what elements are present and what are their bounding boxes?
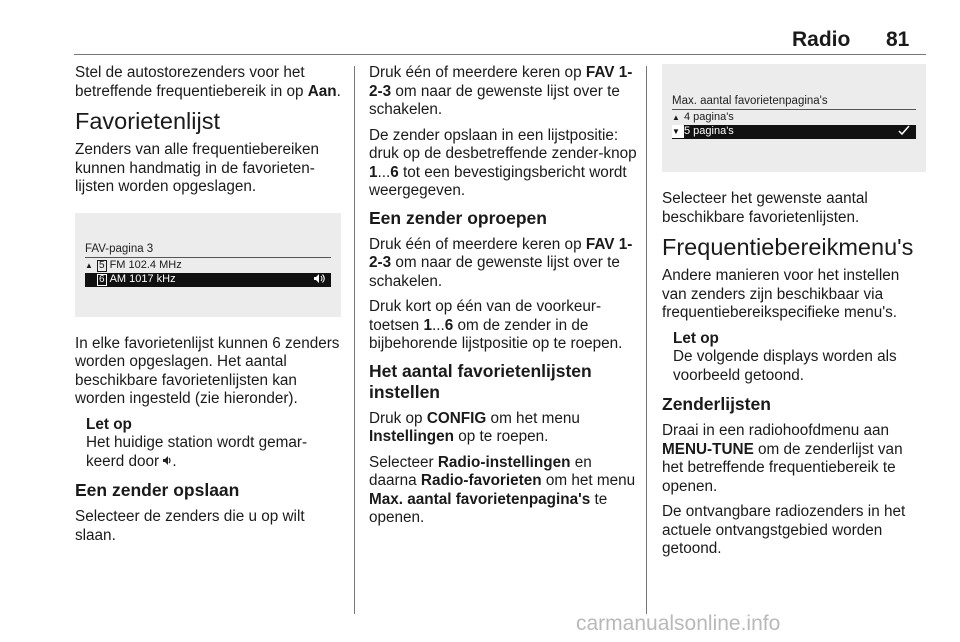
heading-frequentiebereikmenus: Frequentiebereikmenu's <box>662 234 914 260</box>
page-number: 81 <box>886 28 910 51</box>
display-row-5-pages-selected: ▼ 5 pagina's <box>672 125 916 139</box>
fav-button-paragraph: Druk één of meerdere keren op FAV 1-2-3 om naar de gewenste lijst over te schakelen. <box>369 64 633 118</box>
receivable-stations-paragraph: De ontvangbare radiozenders in het actuele ontvangstgebied worden getoond. <box>662 503 906 557</box>
note-box: Let op Het huidige station wordt gemar-keerd door . <box>75 416 345 472</box>
display-title: Max. aantal favorietenpagina's <box>672 95 828 107</box>
column-divider-1 <box>354 66 355 614</box>
select-count-paragraph: Selecteer het gewenste aantal beschikbare favorietenlijsten. <box>662 190 868 226</box>
heading-zenderlijsten: Zenderlijsten <box>662 394 771 414</box>
note-title: Let op <box>673 329 719 347</box>
intro-paragraph: Stel de autostorezenders voor het betreffende frequentiebereik in op Aan. <box>75 64 341 100</box>
column-3 <box>662 64 928 566</box>
save-paragraph: Selecteer de zenders die u op wilt slaan. <box>75 508 305 544</box>
favlist-paragraph: Zenders van alle frequentiebereiken kunnen handmatig in de favorieten-lijsten worden opgeslagen. <box>75 141 320 195</box>
scroll-down-icon: ▼ <box>672 125 684 138</box>
display-title: FAV-pagina 3 <box>85 242 154 255</box>
heading-zender-opslaan: Een zender opslaan <box>75 480 240 500</box>
note-box: Let op De volgende displays worden als voorbeeld getoond. <box>662 330 928 386</box>
watermark: carmanualsonline.info <box>576 612 781 635</box>
column-1 <box>75 64 345 552</box>
heading-aantal-favorietenlijsten: Het aantal favorietenlijsten instellen <box>369 360 592 402</box>
preset-keys-paragraph: Druk kort op één van de voorkeur-toetsen 1...6 om de zender in de bijbehorende lijstpositie op te roepen. <box>369 298 623 352</box>
page-header <box>0 28 960 52</box>
speaker-icon <box>313 273 325 288</box>
select-menu-paragraph: Selecteer Radio-instellingen en daarna Radio-favorieten om het menu Max. aantal favorietenpagina's te openen. <box>369 453 636 526</box>
display-row-am-selected: 6 AM 1017 kHz <box>85 273 331 287</box>
scroll-up-icon: ▲ <box>672 113 680 122</box>
config-paragraph: Druk op CONFIG om het menu Instellingen op te roepen. <box>369 409 580 445</box>
heading-zender-oproepen: Een zender oproepen <box>369 207 547 228</box>
display-row-fm: ▲ 5 FM 102.4 MHz <box>85 258 182 271</box>
fav-page-display <box>75 213 341 317</box>
display-row-4-pages: ▲ 4 pagina's <box>672 111 734 123</box>
menu-tune-paragraph: Draai in een radiohoofdmenu aan MENU-TUNE om de zenderlijst van het betreffende frequentiebereik te openen. <box>662 422 903 495</box>
display-divider <box>85 257 331 258</box>
checkmark-icon <box>898 125 910 140</box>
other-ways-paragraph: Andere manieren voor het instellen van zenders zijn beschikbaar via frequentiebereikspecifieke menu's. <box>662 267 900 321</box>
six-stations-paragraph: In elke favorietenlijst kunnen 6 zenders worden opgeslagen. Het aantal beschikbare favorietenlijsten kan worden ingesteld (zie hieronder). <box>75 334 340 407</box>
scroll-up-icon: ▲ <box>85 260 93 270</box>
heading-favorietenlijst: Favorietenlijst <box>75 108 220 134</box>
header-divider <box>74 54 926 55</box>
recall-fav-paragraph: Druk één of meerdere keren op FAV 1-2-3 om naar de gewenste lijst over te schakelen. <box>369 235 633 290</box>
note-title: Let op <box>86 415 132 433</box>
page-title: Radio <box>792 28 851 51</box>
display-divider <box>672 109 916 110</box>
column-2 <box>369 64 637 535</box>
store-position-paragraph: De zender opslaan in een lijstpositie: druk op de desbetreffende zender-knop 1...6 tot een bevestigingsbericht wordt weergegeven. <box>369 126 637 199</box>
column-divider-2 <box>646 66 647 614</box>
max-pages-display <box>662 64 926 172</box>
